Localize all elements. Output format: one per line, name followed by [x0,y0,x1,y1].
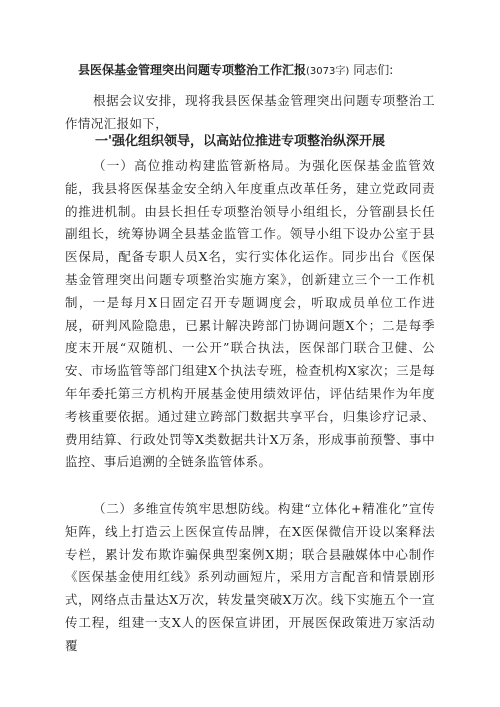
document-title-line [78,61,458,81]
body-paragraph-2: （二）多维宣传筑牢思想防线。构建“立体化+精准化”宣传矩阵，线上打造云上医保宣传品牌，在X医保微信开设以案释法专栏，累计发布欺诈骗保典型案例X期；联合县融媒体中心制作《医保基金使用红线》系列动画短片，采用方言配音和情景剧形式，网络点击量达X万次，转发量突破X万次。线下实施五个一宣传工程，组建一支X人的医保宣讲团，开展医保政策进万家活动覆 [65,501,435,653]
section-heading: 一'强化组织领导，以高站位推进专项整治纵深开展 [95,134,385,149]
intro-paragraph: 根据会议安排，现将我县医保基金管理突出问题专项整治工作情况汇报如下， [65,93,435,131]
document-title: 县医保基金管理突出问题专项整治工作汇报 [78,63,307,77]
greeting: 同志们: [353,63,394,77]
body-paragraph-1: （一）高位推动构建监管新格局。为强化医保基金监管效能，我县将医保基金安全纳入年度重点改革任务，建立党政同责的推进机制。由县长担任专项整治领导小组组长，分管副县长任副组长，统筹协调全县基金监管工作。领导小组下设办公室于县医保局，配备专职人员X名，实行实体化运作。同步出台《医保基金管理突出问题专项整治实施方案》，创新建立三个一工作机制，一是每月X日固定召开专题调度会，听取成员单位工作进展，研判风险隐患，已累计解决跨部门协调问题X个；二是每季度末开展“双随机、一公开”联合执法，医保部门联合卫健、公安、市场监管等部门组建X个执法专班，检查机构X家次；三是每年年委托第三方机构开展基金使用绩效评估，评估结果作为年度考核重要依据。通过建立跨部门数据共享平台，归集诊疗记录、费用结算、行政处罚等X类数据共计X万条，形成事前预警、事中监控、事后追溯的全链条监管体系。 [65,158,435,470]
word-count: (3073字) [306,66,350,77]
